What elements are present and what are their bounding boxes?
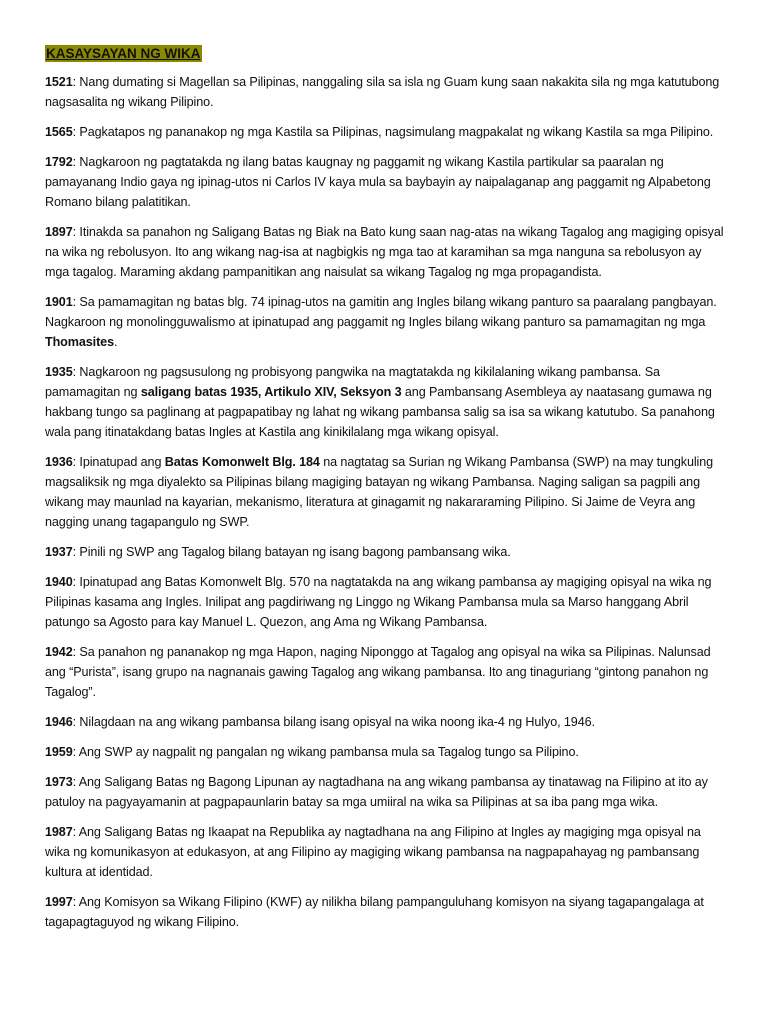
entry-text: : Ang Komisyon sa Wikang Filipino (KWF) ay nilikha bilang pampanguluhang komisyon na siyang tagapangalaga at tagapagtaguyod ng wikang Filipino. xyxy=(45,895,704,929)
entry-year: 1897 xyxy=(45,225,73,239)
entry-text: : Nagkaroon ng pagsusulong ng probisyong pangwika na magtatakda ng kikilalaning wikang pambansa. Sa pamamagitan ng xyxy=(45,365,660,399)
entry-text: : Sa panahon ng pananakop ng mga Hapon, naging Niponggo at Tagalog ang opisyal na wika sa Pilipinas. Nalunsad ang “Purista”, isang grupo na nagnanais gawing Tagalog ang wikang pambansa. Ito ang tinaguriang “gintong panahon ng Tagalog”. xyxy=(45,645,711,699)
entry-text: : Ang Saligang Batas ng Ikaapat na Republika ay nagtadhana na ang Filipino at Ingles ay magiging mga opisyal na wika ng komunikasyon at edukasyon, at ang Filipino ay magiging wikang pambansa na nagpapahayag ng pambansang kultura at identidad. xyxy=(45,825,701,879)
entry-year: 1997 xyxy=(45,895,73,909)
entry-text: : Nilagdaan na ang wikang pambansa bilang isang opisyal na wika noong ika-4 ng Hulyo, 1946. xyxy=(72,715,595,729)
entry-year: 1901 xyxy=(45,295,73,309)
entry-text: : Pagkatapos ng pananakop ng mga Kastila sa Pilipinas, nagsimulang magpakalat ng wikang Kastila sa mga Pilipino. xyxy=(72,125,714,139)
entry-1935 xyxy=(45,362,725,442)
entry-year: 1935 xyxy=(45,365,73,379)
entry-1937 xyxy=(45,542,725,562)
entry-1946 xyxy=(45,712,725,732)
entry-year: 1936 xyxy=(45,455,73,469)
entry-year: 1937 xyxy=(45,545,73,559)
entry-1973 xyxy=(45,772,725,812)
entry-text: : Sa pamamagitan ng batas blg. 74 ipinag-utos na gamitin ang Ingles bilang wikang panturo sa paaralang pangbayan. Nagkaroon ng monolingguwalismo at ipinatupad ang paggamit ng Ingles bilang wikang panturo sa pamamagitan ng mga xyxy=(45,295,717,329)
entry-text: : Pinili ng SWP ang Tagalog bilang batayan ng isang bagong pambansang wika. xyxy=(72,545,511,559)
entry-year: 1959 xyxy=(45,745,73,759)
entry-1521 xyxy=(45,72,725,112)
entry-text: : Nang dumating si Magellan sa Pilipinas, nanggaling sila sa isla ng Guam kung saan nakakita sila ng mga katutubong nagsasalita ng wikang Pilipino. xyxy=(45,75,720,109)
entry-1940 xyxy=(45,572,725,632)
entry-emphasis: Thomasites xyxy=(45,335,114,349)
entry-text: ang Pambansang Asembleya ay naatasang gumawa ng hakbang tungo sa paglinang at pagpapatibay ng lahat ng wikang pambansa salig sa isa sa wikang katutubo. Sa panahong wala pang itinatakdang batas Ingles at Kastila ang kinikilalang mga wikang opisyal. xyxy=(45,385,715,439)
entry-text: na nagtatag sa Surian ng Wikang Pambansa (SWP) na may tungkuling magsaliksik ng mga diyalekto sa Pilipinas bilang magiging batayan ng wikang Pambansa. Naging saligan sa pagpili ang wikang may maunlad na kayarian, mekanismo, literatura at ginagamit ng nakararaming Pilipino. Si Jaime de Veyra ang nagging unang tagapangulo ng SWP. xyxy=(45,455,714,529)
entry-emphasis: Batas Komonwelt Blg. 184 xyxy=(164,455,320,469)
entry-text: : Nagkaroon ng pagtatakda ng ilang batas kaugnay ng paggamit ng wikang Kastila partikular sa paaralan ng pamayanang Indio gaya ng ipinag-utos ni Carlos IV kaya mula sa baybayin ay naipalaganap ang paggamit ng Alpabetong Romano bilang palatitikan. xyxy=(45,155,711,209)
entry-text: : Ipinatupad ang xyxy=(72,455,165,469)
entry-1942 xyxy=(45,642,725,702)
entry-year: 1973 xyxy=(45,775,73,789)
document-title: KASAYSAYAN NG WIKA xyxy=(46,46,201,61)
entry-1997 xyxy=(45,892,725,932)
entry-1901 xyxy=(45,292,725,352)
entry-text: : Ang SWP ay nagpalit ng pangalan ng wikang pambansa mula sa Tagalog tungo sa Pilipino. xyxy=(72,745,579,759)
entry-year: 1946 xyxy=(45,715,73,729)
entry-text: : Itinakda sa panahon ng Saligang Batas ng Biak na Bato kung saan nag-atas na wikang Tagalog ang magiging opisyal na wika ng rebolusyon. Ito ang wikang nag-isa at nagbigkis ng mga tao at karamihan sa mga nanguna sa rebolusyon ay mga tagalog. Maraming akdang pampanitikan ang naisulat sa wikang Tagalog ng mga propagandista. xyxy=(45,225,724,279)
entry-1897 xyxy=(45,222,725,282)
entry-year: 1792 xyxy=(45,155,73,169)
entry-year: 1942 xyxy=(45,645,73,659)
entry-1959 xyxy=(45,742,725,762)
entry-year: 1521 xyxy=(45,75,73,89)
entry-text: . xyxy=(114,335,118,349)
entry-text: : Ipinatupad ang Batas Komonwelt Blg. 570 na nagtatakda na ang wikang pambansa ay magiging opisyal na wika ng Pilipinas kasama ang Ingles. Inilipat ang pagdiriwang ng Linggo ng Wikang Pambansa mula sa Marso hanggang Abril patungo sa Agosto para kay Manuel L. Quezon, ang Ama ng Wikang Pambansa. xyxy=(45,575,712,629)
entry-year: 1565 xyxy=(45,125,73,139)
entry-year: 1940 xyxy=(45,575,73,589)
entry-text: : Ang Saligang Batas ng Bagong Lipunan ay nagtadhana na ang wikang pambansa ay tinatawag na Filipino at ito ay patuloy na pagyayamanin at pagpapaunlarin batay sa mga umiiral na wika sa Pilipinas at sa iba pang mga wika. xyxy=(45,775,708,809)
entry-year: 1987 xyxy=(45,825,73,839)
entry-1565 xyxy=(45,122,725,142)
entry-1936 xyxy=(45,452,725,532)
entry-1792 xyxy=(45,152,725,212)
entry-emphasis: saligang batas 1935, Artikulo XIV, Seksyon 3 xyxy=(140,385,402,399)
entry-1987 xyxy=(45,822,725,882)
document-page xyxy=(45,45,725,942)
